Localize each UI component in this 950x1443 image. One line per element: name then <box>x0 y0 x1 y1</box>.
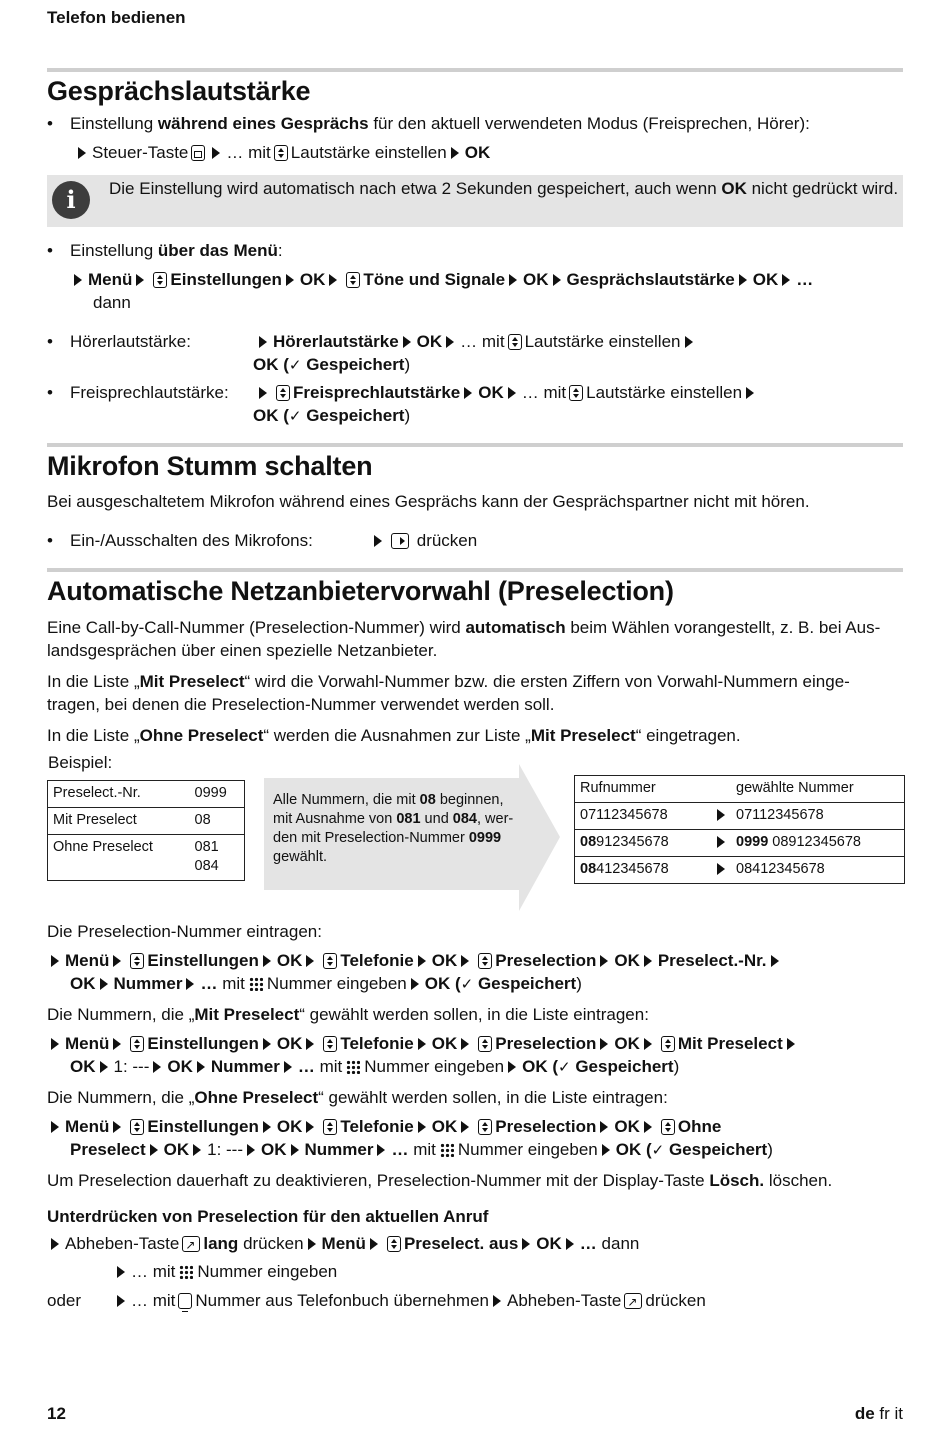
step-arrow-icon <box>403 336 411 348</box>
step-arrow-icon <box>51 1038 59 1050</box>
step-arrow-icon <box>113 1121 121 1133</box>
step-arrow-icon <box>602 1144 610 1156</box>
paragraph-cont: landsgesprächen über einen spezielle Netzanbieter. <box>47 641 438 660</box>
check-icon: ✓ <box>651 1142 665 1159</box>
step-arrow-icon <box>522 1238 530 1250</box>
step-arrow-icon <box>553 274 561 286</box>
step-arrow-icon <box>51 955 59 967</box>
step-arrow-icon <box>509 274 517 286</box>
table-row <box>48 781 245 808</box>
paragraph-cont: tragen, bei denen die Preselection-Nummer verwendet werden soll. <box>47 695 555 714</box>
step-arrow-icon <box>306 1038 314 1050</box>
menu-path: Menü Einstellungen OK Telefonie OK Preselection OK Ohne <box>47 1115 721 1138</box>
table-cell: Ohne Preselect <box>48 835 190 881</box>
step-arrow-icon <box>411 978 419 990</box>
navigation-key-icon <box>323 1036 337 1052</box>
table-row <box>575 803 905 830</box>
step-arrow-icon <box>291 1144 299 1156</box>
step-arrow-icon <box>370 1238 378 1250</box>
instruction-intro: Die Nummern, die „Ohne Preselect“ gewählt werden sollen, in die Liste eintragen: <box>47 1088 668 1107</box>
step-arrow-icon <box>117 1295 125 1307</box>
bullet: • <box>47 332 53 351</box>
step-arrow-icon <box>451 147 459 159</box>
step-arrow-icon <box>739 274 747 286</box>
navigation-key-icon <box>323 1119 337 1135</box>
step-arrow-icon <box>263 1121 271 1133</box>
menu-path: Menü Einstellungen OK Telefonie OK Preselection OK Preselect.-Nr. <box>47 949 785 972</box>
step-arrow-icon <box>644 955 652 967</box>
step-arrow-icon <box>418 1038 426 1050</box>
menu-path-cont: dann <box>93 293 131 312</box>
off-hook-key-icon <box>624 1293 642 1309</box>
dialed-number-table <box>574 775 905 884</box>
check-icon: ✓ <box>558 1059 571 1076</box>
step-arrow-icon <box>771 955 779 967</box>
table-cell: 0999 <box>194 785 227 801</box>
running-header: Telefon bedienen <box>47 8 186 27</box>
instruction-intro: Die Nummern, die „Mit Preselect“ gewählt werden sollen, in die Liste eintragen: <box>47 1005 649 1024</box>
table-row <box>48 808 245 835</box>
step-arrow-icon <box>212 147 220 159</box>
step-arrow-icon <box>259 387 267 399</box>
bullet-text: Einstellung über das Menü: <box>70 241 283 260</box>
keypad-icon <box>439 1142 455 1158</box>
step-arrow-icon <box>329 274 337 286</box>
navigation-key-icon <box>130 1036 144 1052</box>
table-cell: 08412345678 <box>575 857 712 884</box>
step-arrow-icon <box>508 1061 516 1073</box>
table-row <box>48 835 245 881</box>
check-icon: ✓ <box>288 408 302 425</box>
navigation-key-icon <box>478 953 492 969</box>
subsection-title: Unterdrücken von Preselection für den aktuellen Anruf <box>47 1207 489 1226</box>
step-arrow-icon <box>51 1121 59 1133</box>
table-cell: 081 084 <box>190 835 245 881</box>
menu-path: Menü Einstellungen OK Töne und Signale OK Gesprächslautstärke OK … <box>70 268 813 291</box>
item-path: Freisprechlautstärke OK … mit Lautstärke einstellen <box>255 381 760 404</box>
arrow-icon <box>717 809 725 821</box>
step-arrow-icon <box>247 1144 255 1156</box>
step-arrow-icon <box>418 955 426 967</box>
step-arrow-icon <box>374 535 382 547</box>
menu-path-cont: Preselect OK 1: --- OK Nummer … mit Nummer eingeben OK (✓ Gespeichert) <box>70 1140 773 1159</box>
step-arrow-icon <box>377 1144 385 1156</box>
check-icon: ✓ <box>288 357 302 374</box>
step-arrow-icon <box>193 1144 201 1156</box>
step-arrow-icon <box>186 978 194 990</box>
menu-path-cont: OK 1: --- OK Nummer … mit Nummer eingeben OK (✓ Gespeichert) <box>70 1057 680 1076</box>
table-cell: Preselect.-Nr. <box>53 785 141 801</box>
navigation-key-icon <box>387 1236 401 1252</box>
table-cell: 08 <box>190 808 245 835</box>
bullet: • <box>47 241 53 260</box>
keypad-icon <box>345 1059 361 1075</box>
paragraph: In die Liste „Ohne Preselect“ werden die Ausnahmen zur Liste „Mit Preselect“ eingetragen. <box>47 726 741 745</box>
section-title: Gesprächslautstärke <box>47 76 311 106</box>
navigation-key-icon <box>661 1036 675 1052</box>
bullet: • <box>47 531 53 550</box>
step-arrow-icon <box>306 1121 314 1133</box>
step-arrow-icon <box>51 1238 59 1250</box>
explanation-text: Alle Nummern, die mit 08 beginnen, mit Ausnahme von 081 und 084, wer- den mit Preselection-Nummer 0999 gewählt. <box>273 792 514 865</box>
section-intro: Bei ausgeschaltetem Mikrofon während eines Gesprächs kann der Gesprächspartner nicht mit hören. <box>47 492 810 511</box>
keypad-icon <box>248 976 264 992</box>
step-arrow-icon <box>461 1038 469 1050</box>
info-note <box>47 175 903 227</box>
step-arrow-icon <box>600 1038 608 1050</box>
step-arrow-icon <box>153 1061 161 1073</box>
section-title: Mikrofon Stumm schalten <box>47 451 373 481</box>
table-cell: Mit Preselect <box>48 808 190 835</box>
section-rule <box>47 443 903 447</box>
item-label: Hörerlautstärke: <box>70 332 191 351</box>
step-arrow-icon <box>78 147 86 159</box>
navigation-key-icon <box>346 272 360 288</box>
menu-path: Menü Einstellungen OK Telefonie OK Preselection OK Mit Preselect <box>47 1032 801 1055</box>
note-text: Die Einstellung wird automatisch nach etwa 2 Sekunden gespeichert, auch wenn OK nicht gedrückt wird. <box>109 179 899 198</box>
step-arrow-icon <box>136 274 144 286</box>
table-row <box>575 830 905 857</box>
arrow-icon <box>717 836 725 848</box>
table-header: gewählte Nummer <box>736 780 854 796</box>
menu-path-cont: OK Nummer … mit Nummer eingeben OK (✓ Gespeichert) <box>70 974 582 993</box>
step-arrow-icon <box>150 1144 158 1156</box>
info-icon: i <box>52 181 90 219</box>
step-arrow-icon <box>464 387 472 399</box>
step-arrow-icon <box>306 955 314 967</box>
item-path-cont: OK (✓ Gespeichert) <box>253 406 411 425</box>
navigation-key-icon <box>274 145 288 161</box>
navigation-key-icon <box>276 385 290 401</box>
arrow-icon <box>717 863 725 875</box>
step-arrow-icon <box>782 274 790 286</box>
step-arrow-icon <box>600 1121 608 1133</box>
step-arrow-icon <box>566 1238 574 1250</box>
step-arrow-icon <box>263 1038 271 1050</box>
table-cell: 07112345678 <box>575 803 712 830</box>
step-arrow-icon <box>117 1266 125 1278</box>
step-arrow-icon <box>685 336 693 348</box>
step-arrow-icon <box>286 274 294 286</box>
step-line: … mit Nummer aus Telefonbuch übernehmen Abheben-Taste↗ drücken <box>113 1289 706 1312</box>
step-arrow-icon <box>100 1061 108 1073</box>
item-path-cont: OK (✓ Gespeichert) <box>253 355 411 374</box>
step-arrow-icon <box>787 1038 795 1050</box>
language-indicator: de fr it <box>854 1404 903 1423</box>
table-cell: 0999 08912345678 <box>731 830 905 857</box>
paragraph: Um Preselection dauerhaft zu deaktivieren, Preselection-Nummer mit der Display-Taste Lösch. löschen. <box>47 1171 833 1190</box>
step-arrow-icon <box>644 1121 652 1133</box>
section-title: Automatische Netzanbietervorwahl (Preselection) <box>47 576 674 606</box>
step-arrow-icon <box>461 1121 469 1133</box>
navigation-key-icon <box>569 385 583 401</box>
item-label: Freisprechlautstärke: <box>70 383 229 402</box>
control-key-icon <box>191 145 205 161</box>
step-arrow-icon <box>644 1038 652 1050</box>
step-arrow-icon <box>493 1295 501 1307</box>
paragraph: In die Liste „Mit Preselect“ wird die Vorwahl-Nummer bzw. die ersten Ziffern von Vorwahl-Nummern einge- <box>47 672 850 691</box>
step-arrow-icon <box>284 1061 292 1073</box>
navigation-key-icon <box>661 1119 675 1135</box>
mute-key-icon <box>391 533 409 549</box>
navigation-key-icon <box>153 272 167 288</box>
step-arrow-icon <box>446 336 454 348</box>
item-path: drücken <box>370 529 477 552</box>
table-header: Rufnummer <box>580 780 656 796</box>
item-path: Hörerlautstärke OK … mit Lautstärke einstellen <box>255 330 699 353</box>
item-label: Ein-/Ausschalten des Mikrofons: <box>70 531 313 550</box>
step-arrow-icon <box>113 955 121 967</box>
page-number: 12 <box>47 1404 66 1423</box>
navigation-key-icon <box>478 1036 492 1052</box>
step-arrow-icon <box>197 1061 205 1073</box>
navigation-key-icon <box>130 953 144 969</box>
section-rule <box>47 68 903 72</box>
step-arrow-icon <box>508 387 516 399</box>
step-arrow-icon <box>461 955 469 967</box>
example-label: Beispiel: <box>48 753 113 772</box>
table-cell: 07112345678 <box>731 803 905 830</box>
preselect-settings-table <box>47 780 245 881</box>
step-arrow-icon <box>113 1038 121 1050</box>
section-rule <box>47 568 903 572</box>
table-cell: 08412345678 <box>731 857 905 884</box>
step-line: Steuer-Taste … mit Lautstärke einstellen OK <box>74 141 490 164</box>
step-arrow-icon <box>746 387 754 399</box>
navigation-key-icon <box>323 953 337 969</box>
step-arrow-icon <box>600 955 608 967</box>
step-arrow-icon <box>259 336 267 348</box>
bullet: • <box>47 114 53 133</box>
or-label: oder <box>47 1291 82 1310</box>
paragraph: Eine Call-by-Call-Nummer (Preselection-Nummer) wird automatisch beim Wählen vorangestellt, z. B. bei Aus- <box>47 618 881 637</box>
keypad-icon <box>178 1264 194 1280</box>
step-arrow-icon <box>418 1121 426 1133</box>
navigation-key-icon <box>478 1119 492 1135</box>
off-hook-key-icon <box>182 1236 200 1252</box>
step-arrow-icon <box>308 1238 316 1250</box>
step-line: … mit Nummer eingeben <box>113 1260 337 1283</box>
bullet: • <box>47 383 53 402</box>
step-arrow-icon <box>263 955 271 967</box>
instruction-intro: Die Preselection-Nummer eintragen: <box>47 922 322 941</box>
navigation-key-icon <box>508 334 522 350</box>
table-cell: 08912345678 <box>575 830 712 857</box>
phonebook-key-icon <box>178 1293 192 1309</box>
step-arrow-icon <box>74 274 82 286</box>
table-row <box>575 857 905 884</box>
check-icon: ✓ <box>460 976 474 993</box>
step-arrow-icon <box>100 978 108 990</box>
table-header-row <box>575 776 905 803</box>
step-line: Abheben-Taste↗ lang drücken Menü Preselect. aus OK … dann <box>47 1232 639 1255</box>
navigation-key-icon <box>130 1119 144 1135</box>
bullet-text: Einstellung während eines Gesprächs für den aktuell verwendeten Modus (Freisprechen, Hörer): <box>70 114 810 133</box>
